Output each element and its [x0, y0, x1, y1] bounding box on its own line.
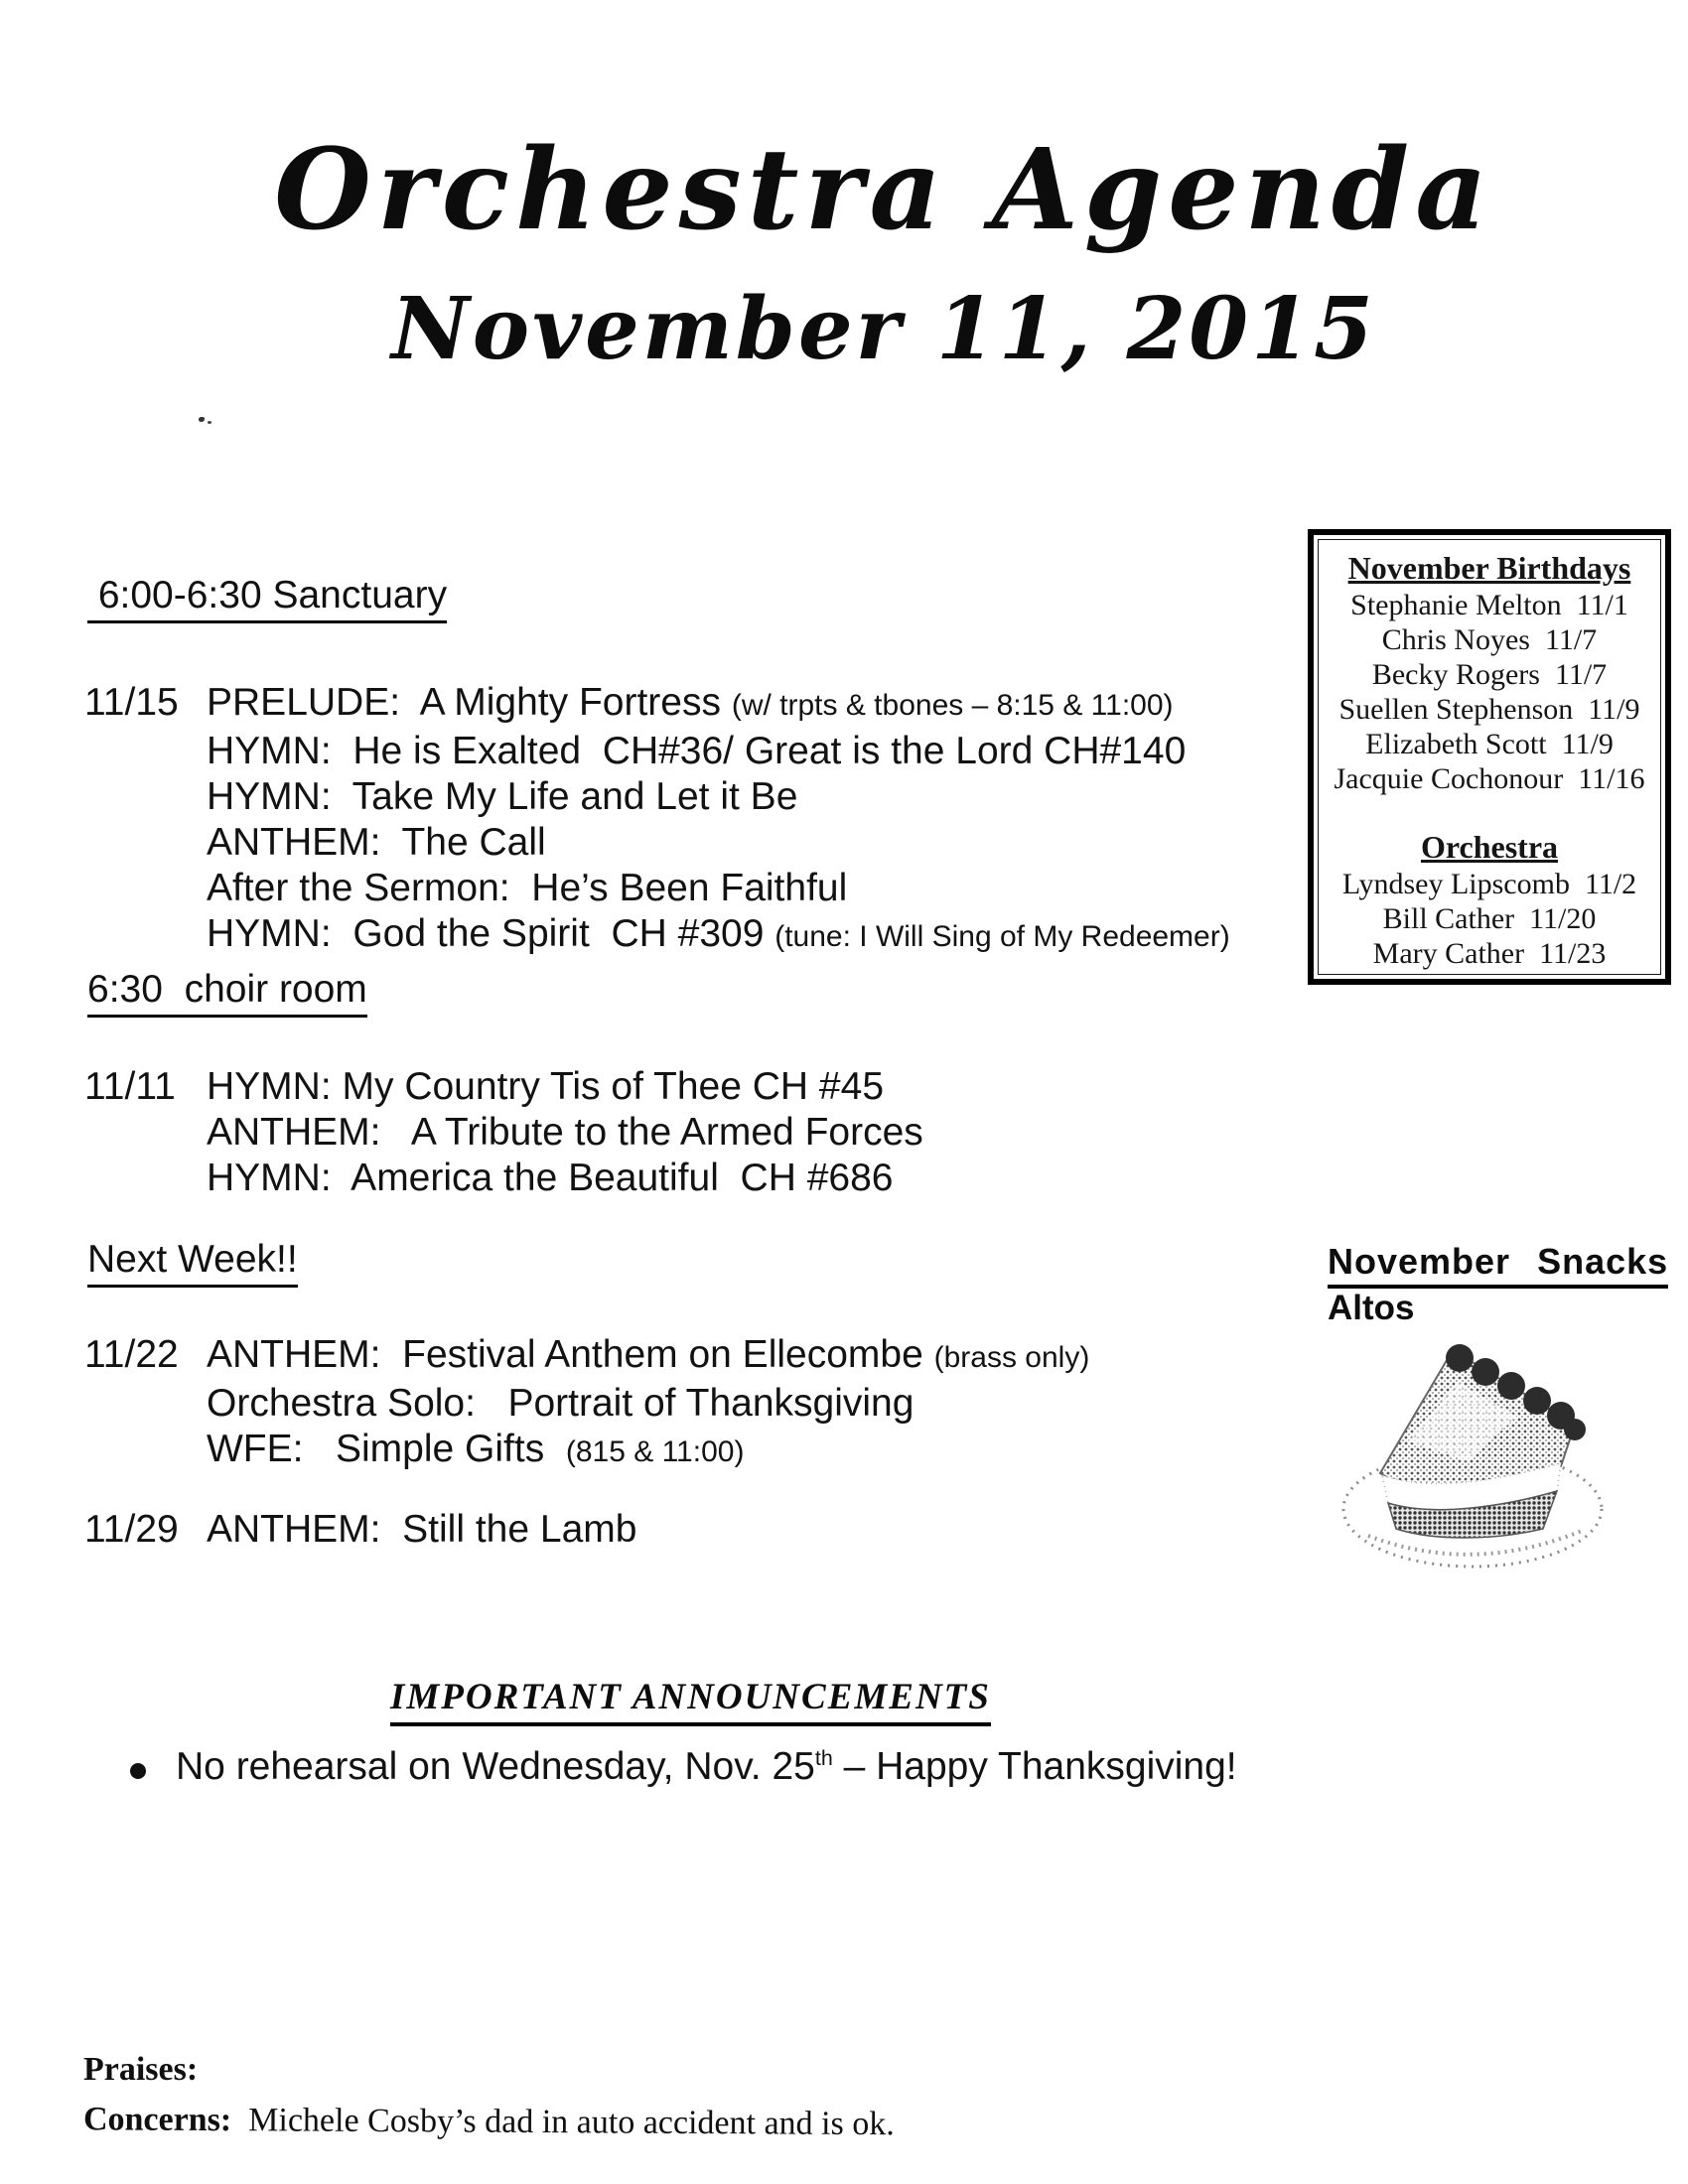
section-header-choir: 6:30 choir room	[87, 968, 367, 1018]
concerns-label: Concerns:	[82, 2101, 232, 2139]
scan-artifact-dot	[208, 421, 211, 424]
schedule-block-11-11	[84, 1064, 923, 1201]
scan-artifact-dot	[199, 417, 205, 422]
snacks-header: November Snacks	[1328, 1241, 1668, 1289]
schedule-lines	[207, 1332, 1089, 1475]
bullet-icon	[130, 1763, 146, 1779]
line-main: HYMN: God the Spirit CH #309	[207, 912, 775, 955]
orchestra-entry: Mary Cather 11/23	[1372, 937, 1607, 970]
announcement-text-pre: No rehearsal on Wednesday, Nov. 25	[176, 1745, 815, 1788]
orchestra-entry: Bill Cather 11/20	[1382, 902, 1597, 935]
schedule-lines	[207, 1064, 923, 1201]
date-label: 11/22	[84, 1333, 179, 1376]
line-main: ANTHEM: Festival Anthem on Ellecombe	[207, 1333, 934, 1376]
line-note: (w/ trpts & tbones – 8:15 & 11:00)	[731, 689, 1174, 722]
spacer	[1314, 796, 1665, 830]
announcement-bullet	[130, 1745, 1237, 1789]
snacks-group: Altos	[1328, 1289, 1415, 1327]
birthday-entry: Suellen Stephenson 11/9	[1338, 693, 1640, 726]
schedule-line	[207, 729, 1230, 774]
line-main: PRELUDE: A Mighty Fortress	[207, 681, 732, 724]
line-main: HYMN: He is Exalted CH#36/ Great is the Lord CH#140	[207, 730, 1187, 772]
date-label: 11/15	[84, 681, 179, 724]
schedule-block-11-22	[84, 1332, 1089, 1475]
announcement-text-post: – Happy Thanksgiving!	[832, 1745, 1237, 1788]
line-main: ANTHEM: A Tribute to the Armed Forces	[207, 1111, 923, 1154]
title-block	[0, 125, 1688, 380]
schedule-line	[207, 1507, 636, 1553]
pie-slice-image	[1309, 1322, 1641, 1575]
schedule-line	[207, 820, 1230, 866]
birthdays-box	[1308, 529, 1671, 985]
section-header-sanctuary: 6:00-6:30 Sanctuary	[87, 574, 447, 623]
schedule-line	[207, 1332, 1089, 1381]
schedule-line	[207, 1156, 923, 1201]
line-main: WFE: Simple Gifts	[207, 1428, 566, 1470]
line-main: HYMN: America the Beautiful CH #686	[207, 1157, 894, 1199]
birthday-entry: Chris Noyes 11/7	[1381, 623, 1598, 656]
line-note: (815 & 11:00)	[565, 1435, 745, 1468]
date-label: 11/29	[84, 1508, 179, 1551]
birthday-entry: Becky Rogers 11/7	[1371, 658, 1608, 691]
page-title: Orchestra Agenda	[274, 125, 1493, 255]
line-note: (tune: I Will Sing of My Redeemer)	[774, 920, 1230, 953]
schedule-line	[207, 866, 1230, 911]
date-label: 11/11	[84, 1065, 176, 1108]
birthday-entry: Jacquie Cochonour 11/16	[1334, 762, 1645, 795]
schedule-block-11-29	[84, 1507, 636, 1553]
orchestra-entry: Lyndsey Lipscomb 11/2	[1341, 868, 1637, 900]
line-main: HYMN: My Country Tis of Thee CH #45	[207, 1065, 885, 1108]
concerns-text: Michele Cosby’s dad in auto accident and is ok.	[231, 2102, 895, 2143]
schedule-line	[207, 680, 1230, 729]
concerns-line	[50, 2063, 895, 2181]
line-main: HYMN: Take My Life and Let it Be	[207, 775, 798, 818]
line-main: ANTHEM: Still the Lamb	[207, 1508, 637, 1551]
schedule-lines	[207, 1507, 636, 1553]
line-main: Orchestra Solo: Portrait of Thanksgiving	[207, 1382, 914, 1425]
praises-label: Praises:	[83, 2051, 199, 2088]
orchestra-subtitle: Orchestra	[1420, 829, 1559, 865]
schedule-line	[207, 774, 1230, 820]
birthday-entry: Stephanie Melton 11/1	[1350, 589, 1628, 621]
section-header-next-week: Next Week!!	[87, 1238, 298, 1288]
announcement-ordinal: th	[814, 1746, 833, 1770]
schedule-lines	[207, 680, 1230, 960]
schedule-line	[207, 911, 1230, 960]
line-main: After the Sermon: He’s Been Faithful	[207, 867, 848, 909]
birthday-entry: Elizabeth Scott 11/9	[1365, 728, 1614, 760]
schedule-line	[207, 1381, 1089, 1427]
birthdays-title: November Birthdays	[1347, 550, 1631, 586]
schedule-line	[207, 1064, 923, 1110]
schedule-line	[207, 1427, 1089, 1475]
announcements-header: IMPORTANT ANNOUNCEMENTS	[390, 1676, 991, 1726]
schedule-line	[207, 1110, 923, 1156]
announcement-text	[176, 1745, 1237, 1789]
schedule-block-11-15	[84, 680, 1230, 960]
page-date: November 11, 2015	[391, 279, 1376, 380]
line-note: (brass only)	[933, 1341, 1090, 1374]
line-main: ANTHEM: The Call	[207, 821, 546, 864]
